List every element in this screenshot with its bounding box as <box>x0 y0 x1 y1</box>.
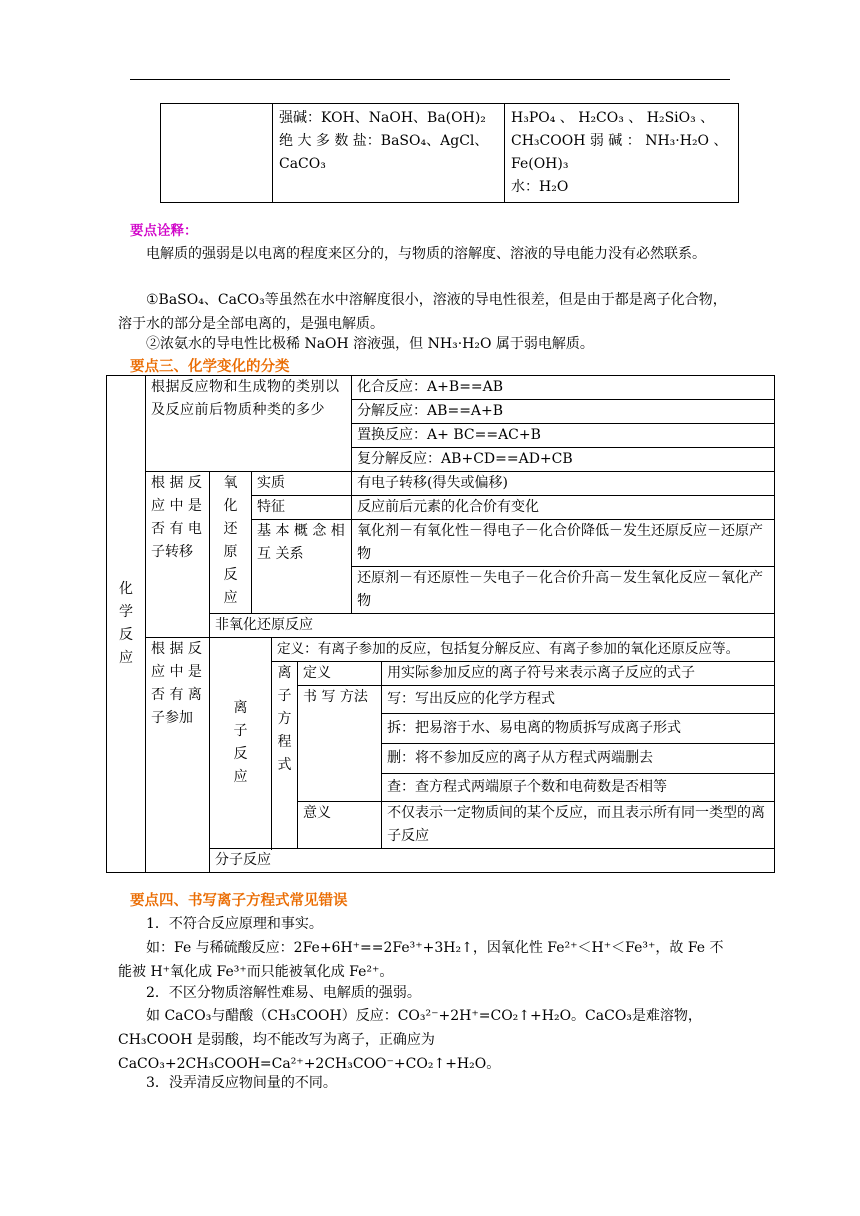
ionic-reaction-label: 离子反应 <box>233 700 248 785</box>
strong-base-line: 强碱：KOH、NaOH、Ba(OH)₂ <box>279 110 486 126</box>
notes-paragraph-1: 电解质的强弱是以电离的程度来区分的，与物质的溶解度、溶液的导电能力没有必然联系。 <box>146 246 706 262</box>
section4-item2-example: 如 CaCO₃与醋酸（CH₃COOH）反应：CO₃²⁻+2H⁺=CO₂↑+H₂O。CaCO₃是难溶物，CH₃COOH 是弱酸，均不能改写为离子，正确应为 CaCO₃+2CH₃COOH=Ca²⁺+2CH₃COO⁻+CO₂↑+H₂O。 <box>118 1008 702 1072</box>
oxidant-chain: 氧化剂－有氧化性－得电子－化合价降低－发生还原反应－还原产物 <box>352 520 775 567</box>
relation-label-cell <box>252 520 352 614</box>
empty-cell <box>161 104 273 203</box>
section4-title: 要点四、书写离子方程式常见错误 <box>130 893 348 909</box>
reductant-chain: 还原剂－有还原性－失电子－化合价升高－发生氧化反应－氧化产物 <box>352 567 775 614</box>
essence-value: 有电子转移(得失或偏移) <box>352 472 775 496</box>
meaning-value: 不仅表示一定物质间的某个反应，而且表示所有同一类型的离子反应 <box>382 802 775 849</box>
group2-label: 根 据 反 应 中 是 否 有 电 子转移 <box>151 475 202 560</box>
group1-label-cell <box>146 376 352 472</box>
caco3-line: CaCO₃ <box>279 156 326 172</box>
eq-definition-value: 用实际参加反应的离子符号来表示离子反应的式子 <box>382 662 775 686</box>
molecular-reaction: 分子反应 <box>210 849 775 873</box>
step-write: 写：写出反应的化学方程式 <box>382 686 775 714</box>
root-label: 化学反应 <box>119 581 133 666</box>
group2-label-cell <box>146 472 210 638</box>
writing-method-cell <box>298 686 382 802</box>
step-delete: 删：将不参加反应的离子从方程式两端删去 <box>382 744 775 774</box>
reaction-classification-table <box>106 375 775 873</box>
essence-label: 实质 <box>252 472 352 496</box>
double-decomposition-reaction: 复分解反应：AB+CD==AD+CB <box>352 448 775 472</box>
feature-value: 反应前后元素的化合价有变化 <box>352 496 775 520</box>
ionic-definition: 定义：有离子参加的反应，包括复分解反应、有离子参加的氧化还原反应等。 <box>272 638 775 662</box>
notes-paragraph-2: ①BaSO₄、CaCO₃等虽然在水中溶解度很小，溶液的导电性很差，但是由于都是离子化合物，溶于水的部分是全部电离的，是强电解质。 <box>118 292 727 332</box>
decomposition-reaction: 分解反应：AB==A+B <box>352 400 775 424</box>
writing-method-label: 书 写 方法 <box>303 689 368 705</box>
feoh3-line: Fe(OH)₃ <box>511 156 569 172</box>
group1-label: 根据反应物和生成物的类别以及反应前后物质种类的多少 <box>151 379 340 418</box>
group3-label-cell <box>146 638 210 873</box>
redox-cell <box>210 472 252 614</box>
step-split: 拆：把易溶于水、易电离的物质拆写成离子形式 <box>382 714 775 744</box>
section4-item1-example: 如：Fe 与稀硫酸反应：2Fe+6H⁺==2Fe³⁺+3H₂↑，因氧化性 Fe²⁺＜H⁺＜Fe³⁺，故 Fe 不能被 H⁺氧化成 Fe³⁺而只能被氧化成 Fe²⁺。 <box>118 940 724 980</box>
section4-item1: 1．不符合反应原理和事实。 <box>146 916 323 932</box>
feature-label: 特征 <box>252 496 352 520</box>
salt-line: 绝 大 多 数 盐：BaSO₄、AgCl、 <box>279 133 489 149</box>
displacement-reaction: 置换反应：A+ BC==AC+B <box>352 424 775 448</box>
meaning-label: 意义 <box>298 802 382 849</box>
header-rule <box>130 79 730 80</box>
combination-reaction: 化合反应：A+B==AB <box>352 376 775 400</box>
notes-paragraph-3: ②浓氨水的导电性比极稀 NaOH 溶液强，但 NH₃·H₂O 属于弱电解质。 <box>146 336 594 352</box>
ionic-reaction-cell <box>210 638 272 849</box>
non-redox: 非氧化还原反应 <box>210 614 775 638</box>
redox-label: 氧化还原反应 <box>223 475 238 606</box>
relation-label: 基 本 概 念 相 互 关系 <box>257 523 345 562</box>
weak-acid-line: H₃PO₄ 、 H₂CO₃ 、 H₂SiO₃ 、 <box>511 110 715 126</box>
weak-base-line: CH₃COOH 弱 碱 ： NH₃·H₂O 、 <box>511 133 728 149</box>
step-check: 查：查方程式两端原子个数和电荷数是否相等 <box>382 774 775 802</box>
section4-item3: 3．没弄清反应物间量的不同。 <box>146 1075 337 1091</box>
ionic-equation-label: 离子方程式 <box>277 665 292 773</box>
water-line: 水：H₂O <box>511 179 569 195</box>
weak-electrolyte-cell <box>505 104 739 203</box>
eq-definition-label: 定义 <box>298 662 382 686</box>
section3-title: 要点三、化学变化的分类 <box>130 359 290 375</box>
root-cell <box>107 376 146 873</box>
group3-label: 根 据 反 应 中 是 否 有 离 子参加 <box>151 641 202 726</box>
electrolyte-table <box>160 103 739 203</box>
ionic-equation-cell <box>272 662 298 849</box>
notes-heading: 要点诠释： <box>130 223 198 239</box>
section4-item2: 2．不区分物质溶解性难易、电解质的强弱。 <box>146 985 421 1001</box>
strong-electrolyte-cell <box>273 104 505 203</box>
